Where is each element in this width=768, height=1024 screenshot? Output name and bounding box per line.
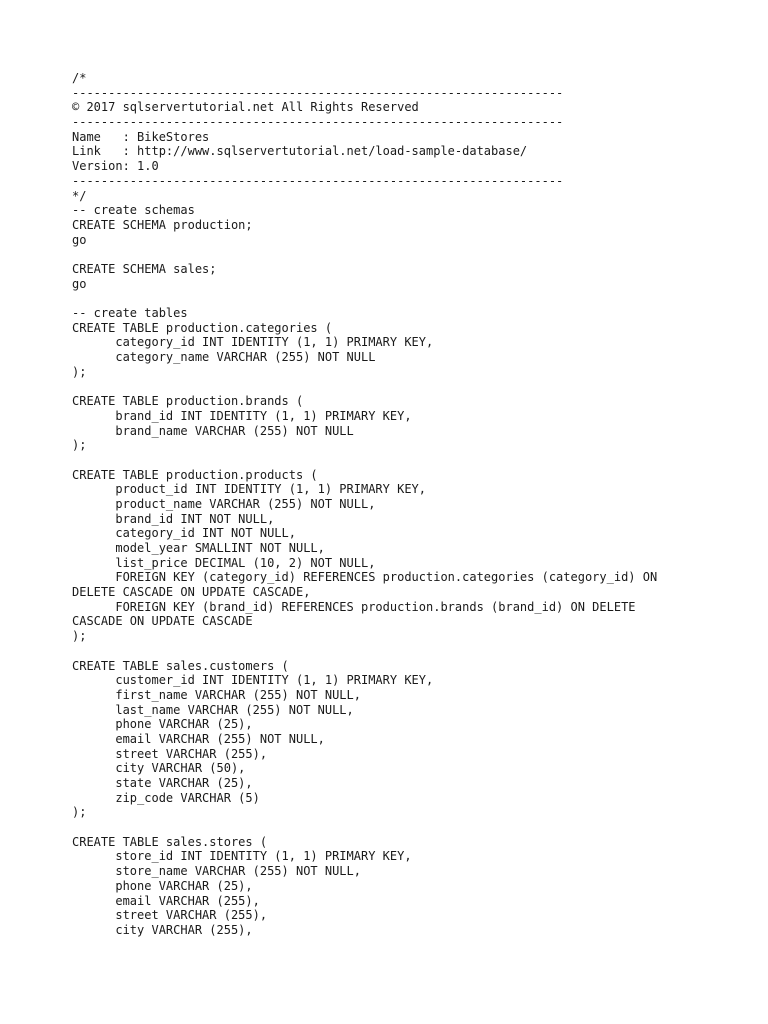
code-line [72,644,657,659]
code-line: ); [72,438,87,453]
code-line: CREATE SCHEMA sales; [72,261,217,276]
code-line: city VARCHAR (50), [72,761,246,776]
code-line: ); [72,364,87,379]
code-line: zip_code VARCHAR (5) [72,790,260,805]
code-line: email VARCHAR (255) NOT NULL, [72,731,325,746]
code-line: customer_id INT IDENTITY (1, 1) PRIMARY KEY, [72,673,434,688]
code-line: category_id INT NOT NULL, [72,526,296,541]
sql-script-text [72,71,657,938]
code-line [72,247,657,262]
code-line: go [72,276,87,291]
code-line: store_name VARCHAR (255) NOT NULL, [72,864,361,879]
code-line: CREATE SCHEMA production; [72,217,253,232]
code-line: ); [72,629,87,644]
code-line: model_year SMALLINT NOT NULL, [72,541,325,555]
code-line: */ [72,188,87,203]
code-line: -- create schemas [72,203,195,218]
code-line: FOREIGN KEY (brand_id) REFERENCES production.brands (brand_id) ON DELETE [72,599,636,614]
code-line [72,379,657,394]
code-line: phone VARCHAR (25), [72,717,253,732]
code-line: -------------------------------------------------------------------- [72,85,564,100]
code-line: Link : http://www.sqlservertutorial.net/load-sample-database/ [72,144,528,159]
code-line: state VARCHAR (25), [72,776,253,790]
code-line: product_id INT IDENTITY (1, 1) PRIMARY KEY, [72,482,427,497]
code-line: brand_id INT IDENTITY (1, 1) PRIMARY KEY, [72,408,412,423]
code-line: FOREIGN KEY (category_id) REFERENCES production.categories (category_id) ON [72,570,658,585]
code-line: email VARCHAR (255), [72,893,260,908]
code-line: Name : BikeStores [72,129,210,144]
code-line: first_name VARCHAR (255) NOT NULL, [72,687,361,702]
code-line: CREATE TABLE sales.stores ( [72,834,268,849]
code-line [72,291,657,306]
code-line: /* [72,71,87,85]
code-line: CREATE TABLE sales.customers ( [72,658,289,673]
code-line: store_id INT IDENTITY (1, 1) PRIMARY KEY, [72,849,412,864]
code-line: -------------------------------------------------------------------- [72,173,564,188]
code-line: DELETE CASCADE ON UPDATE CASCADE, [72,585,311,600]
code-line: brand_name VARCHAR (255) NOT NULL [72,423,354,438]
code-line: go [72,232,87,247]
code-line: Version: 1.0 [72,159,159,174]
code-line: ); [72,805,87,820]
code-line: list_price DECIMAL (10, 2) NOT NULL, [72,555,376,570]
code-line: city VARCHAR (255), [72,922,253,937]
code-line: street VARCHAR (255), [72,908,268,923]
code-line [72,453,657,468]
code-line: CASCADE ON UPDATE CASCADE [72,614,253,629]
code-line: category_id INT IDENTITY (1, 1) PRIMARY KEY, [72,335,434,350]
code-line: brand_id INT NOT NULL, [72,511,275,526]
code-line: CREATE TABLE production.brands ( [72,394,304,409]
code-line: © 2017 sqlservertutorial.net All Rights Reserved [72,100,419,115]
code-line: street VARCHAR (255), [72,746,268,761]
code-line: product_name VARCHAR (255) NOT NULL, [72,496,376,511]
code-line: -------------------------------------------------------------------- [72,115,564,130]
code-line: last_name VARCHAR (255) NOT NULL, [72,702,354,717]
code-line: category_name VARCHAR (255) NOT NULL [72,350,376,365]
code-line: CREATE TABLE production.products ( [72,467,318,482]
code-line [72,820,657,835]
code-line: phone VARCHAR (25), [72,878,253,893]
code-line: -- create tables [72,306,188,320]
code-line: CREATE TABLE production.categories ( [72,320,333,335]
